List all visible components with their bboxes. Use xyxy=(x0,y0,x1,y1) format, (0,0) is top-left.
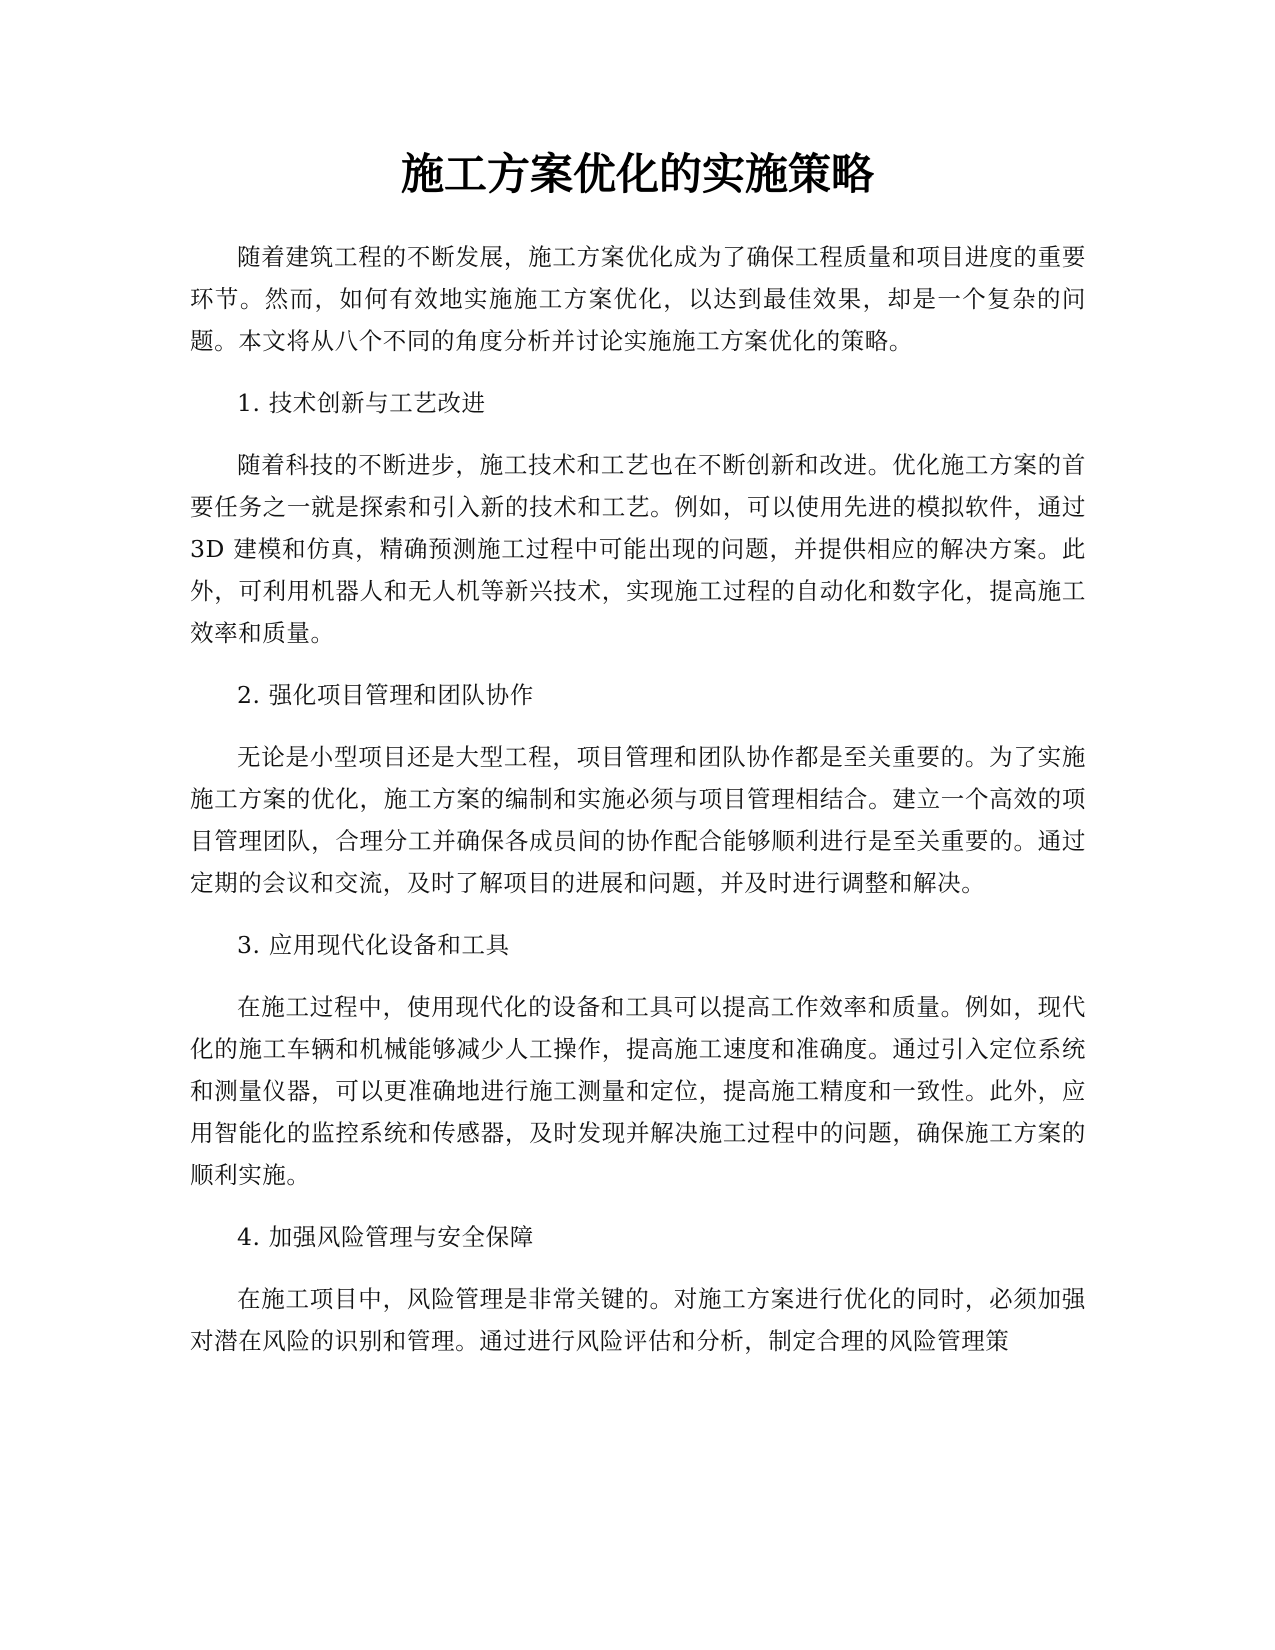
section-paragraph-3: 在施工过程中，使用现代化的设备和工具可以提高工作效率和质量。例如，现代化的施工车辆和机械能够减少人工操作，提高施工速度和准确度。通过引入定位系统和测量仪器，可以更准确地进行施工测量和定位，提高施工精度和一致性。此外，应用智能化的监控系统和传感器，及时发现并解决施工过程中的问题，确保施工方案的顺利实施。 xyxy=(190,993,1086,1189)
section-paragraph-4: 在施工项目中，风险管理是非常关键的。对施工方案进行优化的同时，必须加强对潜在风险的识别和管理。通过进行风险评估和分析，制定合理的风险管理策 xyxy=(190,1285,1086,1355)
section-paragraph-1: 随着科技的不断进步，施工技术和工艺也在不断创新和改进。优化施工方案的首要任务之一就是探索和引入新的技术和工艺。例如，可以使用先进的模拟软件，通过 3D 建模和仿真，精确预测施工过程中可能出现的问题，并提供相应的解决方案。此外，可利用机器人和无人机等新兴技术，实现施工过程的自动化和数字化，提高施工效率和质量。 xyxy=(190,451,1086,647)
section-paragraph-2: 无论是小型项目还是大型工程，项目管理和团队协作都是至关重要的。为了实施施工方案的优化，施工方案的编制和实施必须与项目管理相结合。建立一个高效的项目管理团队，合理分工并确保各成员间的协作配合能够顺利进行是至关重要的。通过定期的会议和交流，及时了解项目的进展和问题，并及时进行调整和解决。 xyxy=(190,743,1086,897)
document-title: 施工方案优化的实施策略 xyxy=(401,150,874,200)
section-heading-1: 1. 技术创新与工艺改进 xyxy=(237,389,486,417)
intro-paragraph: 随着建筑工程的不断发展，施工方案优化成为了确保工程质量和项目进度的重要环节。然而，如何有效地实施施工方案优化，以达到最佳效果，却是一个复杂的问题。本文将从八个不同的角度分析并讨论实施施工方案优化的策略。 xyxy=(190,243,1086,355)
document-body xyxy=(190,236,1086,1382)
section-heading-2: 2. 强化项目管理和团队协作 xyxy=(237,681,534,709)
section-heading-3: 3. 应用现代化设备和工具 xyxy=(237,931,510,959)
section-heading-4: 4. 加强风险管理与安全保障 xyxy=(237,1223,534,1251)
